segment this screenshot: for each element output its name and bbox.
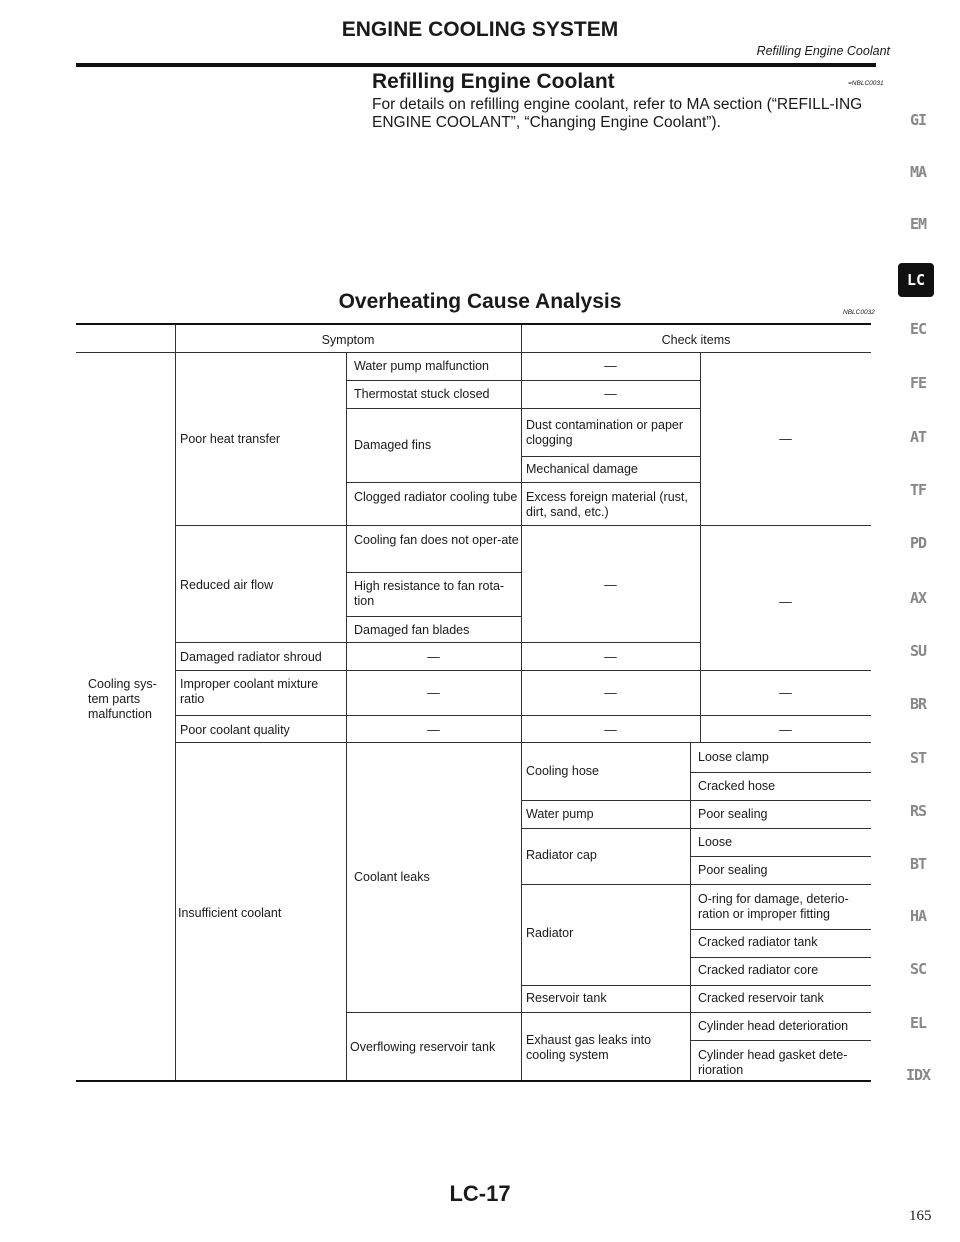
table-cell: Dust contamination or paper clogging (526, 418, 684, 447)
tab-gi[interactable]: GI (909, 111, 927, 129)
tab-ec[interactable]: EC (909, 320, 927, 338)
table-cell: Improper coolant mixture ratio (180, 677, 319, 706)
table-top-rule (76, 323, 871, 325)
table-cell-dash: — (779, 432, 792, 446)
table-vline (346, 742, 347, 1080)
table-cell-poor-heat-transfer: Poor heat transfer (180, 432, 281, 446)
table-cell: Excess foreign material (rust, dirt, sand, etc.) (526, 490, 688, 519)
tab-bt[interactable]: BT (909, 855, 927, 873)
table-cell: High resistance to fan rota-tion (354, 579, 505, 608)
table-cell: Cooling fan does not oper-ate (354, 533, 519, 547)
table-cell: Cracked radiator core (698, 963, 819, 977)
table-hline (175, 742, 871, 743)
table-cell: Water pump malfunction (354, 359, 490, 373)
table-hline (521, 884, 871, 885)
table-cell: Radiator (526, 926, 574, 940)
table-cell: Cracked reservoir tank (698, 991, 824, 1005)
table-vline (175, 325, 176, 1080)
table-cell-dash: — (427, 686, 440, 700)
tab-fe[interactable]: FE (909, 374, 927, 392)
table-cell-category: Cooling sys-tem parts malfunction (88, 677, 157, 721)
page-header-subtitle: Refilling Engine Coolant (756, 44, 890, 58)
table-hline (76, 352, 871, 353)
table-hline (175, 715, 871, 716)
table-hline (521, 800, 871, 801)
table-cell: Damaged fins (354, 438, 432, 452)
table-hline (521, 985, 871, 986)
table-cell-dash: — (427, 723, 440, 737)
table-hline (690, 929, 871, 930)
table-hline (346, 572, 521, 573)
table-cell: Cylinder head gasket dete-rioration (698, 1048, 848, 1077)
table-hline (690, 1040, 871, 1041)
table-cell: Poor coolant quality (180, 723, 290, 737)
table-hline (346, 482, 700, 483)
page-label: LC-17 (449, 1181, 511, 1206)
tab-rs[interactable]: RS (909, 802, 927, 820)
table-cell: Damaged radiator shroud (180, 650, 322, 664)
table-cell: Exhaust gas leaks into cooling system (526, 1033, 652, 1062)
table-cell-dash: — (427, 650, 440, 664)
table-hline (346, 380, 700, 381)
table-hline (346, 616, 521, 617)
table-cell-insufficient-coolant: Insufficient coolant (178, 906, 282, 920)
table-header-check-items: Check items (661, 333, 731, 347)
table-cell-dash: — (779, 723, 792, 737)
tab-em[interactable]: EM (909, 215, 927, 233)
table-cell: Loose (698, 835, 733, 849)
page-header-title: ENGINE COOLING SYSTEM (341, 18, 619, 41)
header-rule (76, 63, 876, 67)
section-body-refilling: For details on refilling engine coolant, refer to MA section (“REFILL-ING ENGINE COOLANT”, “Changing Engine Coolant”). (372, 96, 863, 131)
table-cell: Poor sealing (698, 807, 768, 821)
table-cell: Thermostat stuck closed (354, 387, 490, 401)
tab-el[interactable]: EL (909, 1014, 927, 1032)
tab-sc[interactable]: SC (909, 960, 927, 978)
section-title-refilling: Refilling Engine Coolant (372, 70, 615, 93)
tab-lc-active[interactable]: LC (898, 263, 934, 297)
tab-su[interactable]: SU (909, 642, 927, 660)
table-hline (690, 957, 871, 958)
table-cell-dash: — (604, 686, 617, 700)
table-hline (175, 670, 871, 671)
table-cell: Coolant leaks (354, 870, 430, 884)
table-header-symptom: Symptom (321, 333, 375, 347)
table-cell: Radiator cap (526, 848, 597, 862)
tab-ma[interactable]: MA (909, 163, 927, 181)
table-cell-dash: — (779, 686, 792, 700)
page-number: 165 (909, 1208, 932, 1224)
table-cell-dash: — (604, 578, 617, 592)
table-cell: Water pump (526, 807, 594, 821)
table-cell-dash: — (604, 387, 617, 401)
section-code-refilling: =NBLC0031 (848, 80, 884, 87)
table-bottom-rule (76, 1080, 871, 1082)
tab-br[interactable]: BR (909, 695, 927, 713)
tab-ax[interactable]: AX (909, 589, 927, 607)
table-cell: Cracked hose (698, 779, 776, 793)
table-cell: Clogged radiator cooling tube (354, 490, 518, 504)
table-cell-dash: — (604, 723, 617, 737)
table-hline (521, 456, 700, 457)
table-cell-reduced-air-flow: Reduced air flow (180, 578, 274, 592)
tab-ha[interactable]: HA (909, 907, 927, 925)
table-cell: Damaged fan blades (354, 623, 470, 637)
tab-pd[interactable]: PD (909, 534, 927, 552)
table-cell-dash: — (604, 359, 617, 373)
table-cell: Cylinder head deterioration (698, 1019, 849, 1033)
table-cell: Reservoir tank (526, 991, 607, 1005)
section-title-overheating: Overheating Cause Analysis (338, 290, 622, 313)
table-cell: O-ring for damage, deterio-ration or improper fitting (698, 892, 849, 921)
table-cell: Poor sealing (698, 863, 768, 877)
section-tabs (890, 0, 950, 1242)
table-vline (346, 352, 347, 642)
table-hline (690, 772, 871, 773)
tab-tf[interactable]: TF (909, 481, 927, 499)
table-hline (690, 856, 871, 857)
table-cell-dash: — (604, 650, 617, 664)
table-vline (521, 325, 522, 1080)
table-hline (175, 642, 700, 643)
section-code-overheating: NBLC0032 (843, 309, 875, 316)
table-cell: Loose clamp (698, 750, 769, 764)
table-hline (346, 408, 700, 409)
table-cell: Mechanical damage (526, 462, 638, 476)
tab-at[interactable]: AT (909, 428, 927, 446)
tab-idx[interactable]: IDX (905, 1066, 931, 1084)
table-hline (521, 828, 871, 829)
table-hline (175, 525, 871, 526)
table-cell-dash: — (779, 595, 792, 609)
table-cell: Cracked radiator tank (698, 935, 818, 949)
table-vline (690, 742, 691, 1080)
table-cell: Overflowing reservoir tank (350, 1040, 496, 1054)
table-cell: Cooling hose (526, 764, 599, 778)
table-hline (346, 1012, 871, 1013)
tab-st[interactable]: ST (909, 749, 927, 767)
